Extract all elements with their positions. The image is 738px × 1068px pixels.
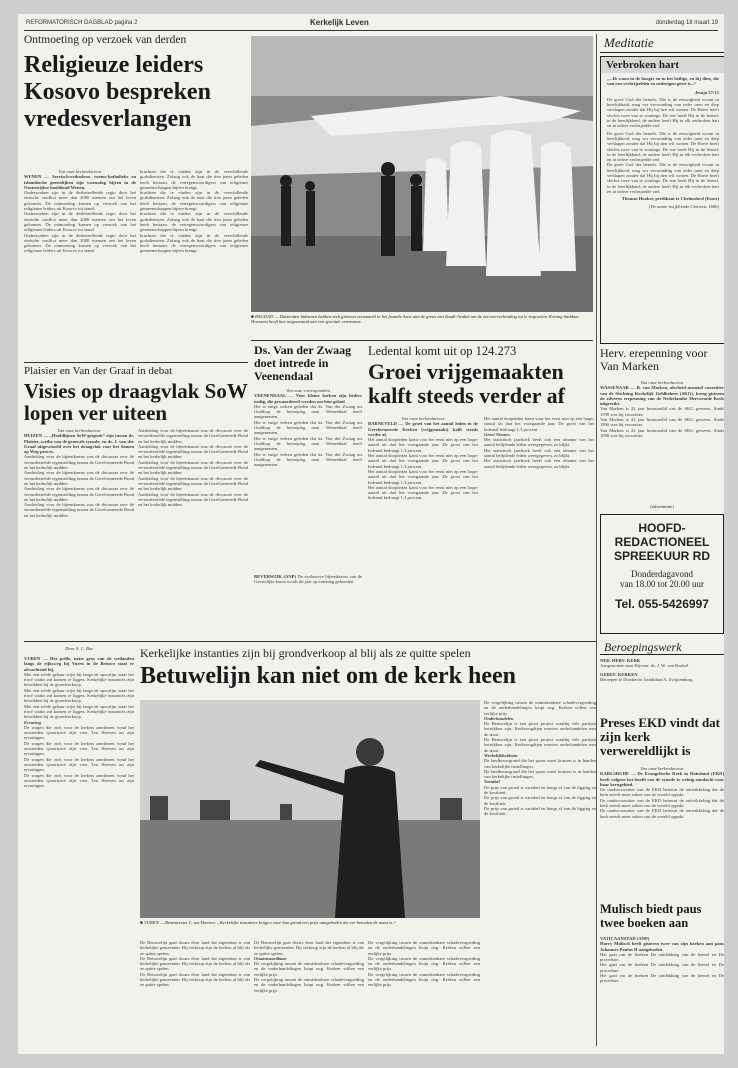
buz-body-1: Met een wilde gebaar wijst hij langs de spoorlijn waar het tracé straks zal komen te liggen. Kerkelijke instanties zijn betrokken bij de grondverkoop.: [24, 671, 134, 688]
zwaag-note-label: BEVERWIJK (ANP): [254, 574, 296, 579]
mulisch-col: [600, 936, 724, 1048]
buz-body-3b: De Betuwelijn gaat dwars door land dat eigendom is van kerkelijke gemeenten. Bij verkoop zijn de kerken al blij als ze quitte spelen.: [140, 955, 250, 972]
beroeping-h2: GEREF. KERKEN: [600, 671, 638, 677]
meditatie-note: (De armie twijfelende Christen, 1686): [648, 203, 719, 209]
buz-body-4: De vergelijking tussen de onmiskenbare schadevergoeding en de onderhandelingen loopt nog. Kerken willen een eerlijke prijs.: [254, 961, 364, 977]
ledental-body-2: Het statistisch jaarboek heeft ook een afname van het aantal belijdende leden weergegeven, zo blijkt.: [484, 437, 594, 448]
beroeping-col: [600, 658, 724, 712]
ledental-body-e: Het aantal doopleden komt voor het eerst niet op een hoger aantal uit dan het voorgaande jaar. De groei van het ledental bedraagt 1,3 procent.: [484, 416, 594, 432]
buz-body-2d: De wagen die zich voor de kerken aandienen vond het omstreden spoortracé zijn voor Ten Hoeven nu zijn ervaringen.: [24, 772, 134, 789]
ledental-body: Het aantal doopleden komt voor het eerst niet op een hoger aantal uit dan het voorgaande jaar. De groei van het ledental bedraagt 1,3 procent.: [368, 437, 478, 453]
ad-line-2: REDACTIONEEL: [614, 535, 710, 549]
bagdad-photo: [251, 36, 593, 312]
buz-col-4: [368, 940, 480, 1046]
meditatie-body-b: De grote God des hemels. Die is de eeuwigheid woont in heerlijkheid, mag ver verwonding van ieder uren en diep verslagen zonder dat Hij bij hen wil wonen. De Heere heeft slechts twee van te wonings. De ene heeft Hij in de hemel, in de heerlijkheid, de andere heeft Hij in elk verbroken hart en in iedere verbrijzelde ziel.: [607, 130, 719, 163]
ekd-headline: Preses EKD vindt dat zijn kerk verwereldlijkt is: [600, 716, 721, 758]
ad-line-6: Tel. 055-5426997: [615, 597, 709, 611]
plaisier-headline: Visies op draagvlak SoW lopen ver uiteen: [24, 380, 248, 425]
buz-col-2: [140, 940, 250, 1046]
rule-3: [24, 641, 596, 642]
date-line: donderdag 18 maart 19: [655, 20, 718, 26]
meditatie-ref: Jesaja 57:15: [694, 89, 719, 95]
buz-body-6: De landbouwgrond die het spoor moet kruisen is in handen van kerkelijke instellingen.: [484, 758, 596, 769]
zwaag-byline: Van onze correspondent: [286, 388, 330, 393]
ledental-col-1: [368, 416, 478, 638]
buz-headline: Betuwelijn kan niet om de kerk heen: [140, 663, 517, 689]
ledental-body-2b: Het statistisch jaarboek heeft ook een afname van het aantal belijdende leden weergegeven, zo blijkt.: [484, 447, 594, 459]
zwaag-headline: Ds. Van der Zwaag doet intrede in Veenendaal: [254, 344, 352, 383]
beroeping-label: Beroepingswerk: [604, 640, 682, 654]
ad-line-3: SPREEKUUR RD: [613, 549, 710, 563]
meditatie-body: De grote God des hemels. Die is de eeuwigheid woont in heerlijkheid, mag ver verwonding van ieder uren en diep verslagen zonder dat Hij bij hen wil wonen. De Heere heeft slechts twee van te wonings. De ene heeft Hij in de hemel, in de heerlijkheid, de andere heeft Hij in elk verbroken hart en in iedere verbrijzelde ziel.: [607, 96, 719, 129]
ad-line-4: Donderdagavond: [631, 569, 693, 579]
bagdad-caption: [251, 314, 593, 336]
sidebar-divider: [596, 34, 597, 1046]
buz-body-7c: De prijs van grond is variabel en hangt af van de ligging en de kwaliteit.: [484, 805, 596, 817]
buz-body-1b: Met een wilde gebaar wijst hij langs de spoorlijn waar het tracé straks zal komen te liggen. Kerkelijke instanties zijn betrokken bij de grondverkoop.: [24, 687, 134, 704]
plaisier-body-g: Aanleiding voor de bijeenkomst was de discussie over de veronderstelde tegenstelling tussen de Gereformeerde Bond en het kerkelijk midden.: [138, 459, 248, 476]
ledental-subhead: Groei Nieuws: [484, 431, 510, 437]
kosovo-kicker: Ontmoeting op verzoek van derden: [24, 34, 187, 46]
plaisier-body-d: Aanleiding voor de bijeenkomst was de discussie over de veronderstelde tegenstelling tussen de Gereformeerde Bond en het kerkelijk midden.: [24, 502, 134, 518]
zwaag-note: [254, 574, 362, 638]
buz-author: Door S. C. Buz: [65, 646, 93, 651]
marken-kicker: Herv. erepenning voor Van Marken: [600, 347, 708, 373]
page-label: REFORMATORISCH DAGBLAD pagina 2: [26, 20, 138, 26]
marken-lead: WASSENAAR — R. van Marken, afscheid nemend voorzitter van de Stichting Kerkelijk Geldbeheer (SKG), kreeg gisteren de zilveren erepenning van de Nederlandse Hervormde Kerk uitgereikt.: [600, 385, 724, 407]
zwaag-note-text: De exclusieve bijeenkomst van de Geestelijke kunst wordt dit jaar op zaterdag gehouden.: [254, 574, 362, 585]
ledental-body-d: Het aantal doopleden komt voor het eerst niet op een hoger aantal uit dan het voorgaande jaar. De groei van het ledental bedraagt 1,3 procent.: [368, 484, 478, 501]
ekd-body-c: De raadsvoorzitter van de EKD betreurt de ontwikkeling dat de kerk steeds meer zaken van de wereld oppakt.: [600, 808, 724, 819]
buz-body-4c: De vergelijking tussen de onmiskenbare schadevergoeding en de onderhandelingen loopt nog. Kerken willen een eerlijke prijs.: [368, 940, 480, 956]
plaisier-byline: Van onze kerkredacteur: [57, 428, 101, 433]
marken-byline: Van onze kerkredacteur: [640, 380, 684, 385]
newspaper-page: [18, 14, 724, 1054]
rule-1: [251, 340, 593, 341]
meditatie-author: Thomas Hooker, predikant te Chelmsford (Essex): [621, 196, 719, 202]
plaisier-body: Aanleiding voor de bijeenkomst was de discussie over de veronderstelde tegenstelling tussen de Gereformeerde Bond en het kerkelijk midden.: [24, 454, 134, 471]
zwaag-body-b: Het is enige weken geleden dat ds. Van der Zwaag uit Ouddorp de beroeping naar Veenendaal heeft aangenomen.: [254, 419, 362, 436]
marken-body: Van Marken is 22 jaar bestuurslid van de SKG geweest. Sinds 1990 was hij voorzitter.: [600, 406, 724, 417]
zwaag-body-c: Het is enige weken geleden dat ds. Van der Zwaag uit Ouddorp de beroeping naar Veenendaal heeft aangenomen.: [254, 435, 362, 452]
ledental-byline: Van onze kerkredacteur: [401, 416, 445, 421]
buz-body-2c: De wagen die zich voor de kerken aandienen vond het omstreden spoortracé zijn voor Ten Hoeven nu zijn ervaringen.: [24, 756, 134, 773]
buz-col-3: [254, 940, 364, 1046]
ledental-body-c: Het aantal doopleden komt voor het eerst niet op een hoger aantal uit dan het voorgaande jaar. De groei van het ledental bedraagt 1,3 procent.: [368, 468, 478, 485]
buz-sub-3: Onderhandelen: [484, 715, 514, 721]
caption-marker: ■: [251, 314, 255, 319]
marken-col: [600, 380, 724, 500]
buz-sub-1: Ervaring: [24, 719, 42, 725]
kosovo-body-2b: krachten die te vinden zijn in de verschillende godsdiensten. Zolang ook de haat die tien jaren geleden heeft bestaan, de vertegenwoordigers van religieuze gemeenschappen bijeen brengt.: [140, 190, 248, 212]
zwaag-body-d: Het is enige weken geleden dat ds. Van der Zwaag uit Ouddorp de beroeping naar Veenendaal heeft aangenomen.: [254, 451, 362, 468]
mulisch-lead: Harry Mulisch heeft gisteren twee van zijn boeken aan paus Johannes Paulus II aangeboden.: [600, 941, 724, 952]
buz-body-2: De wagen die zich voor de kerken aandienen vond het omstreden spoortracé zijn voor Ten Hoeven nu zijn ervaringen.: [24, 724, 134, 741]
kosovo-body-1: Onderzoeken zijn in de desbetreffende regio door het etnische conflict meer dan 2000 mensen om het leven gekomen. De ontmoeting komen op verzoek van het religieuze leiders uit Kosovo tot stand.: [24, 190, 136, 212]
buz-body-5: De Betuwelijn is een groot project waarbij vele partijen betrokken zijn. Kerkvoogdijen moeten onderhandelen met de staat.: [484, 721, 596, 737]
kosovo-byline: Van onze kerkredacteur: [58, 169, 102, 174]
buz-lead: VUREN — Het prille, natte gras van de weilanden langs de rijksweg bij Vuren in de Betuwe staat er afwachtend bij.: [24, 656, 134, 672]
buz-body-1c: Met een wilde gebaar wijst hij langs de spoorlijn waar het tracé straks zal komen te liggen. Kerkelijke instanties zijn betrokken bij de grondverkoop.: [24, 703, 134, 720]
kosovo-col-1: [24, 169, 136, 359]
ad-line-5: van 18.00 tot 20.00 uur: [620, 579, 704, 589]
ekd-lead: KARLSRUHE — De Evangelische Kerk in Duitsland (EKD) heeft volgens het hoofd van de synode te weinig aandacht voor haar kerngebied.: [600, 771, 724, 787]
mulisch-body: Het gaat om de boeken De ontdekking van de hemel en De procedure.: [600, 951, 724, 963]
meditatie-quote: „...Ik woon in de hoogte en in het heilige, en bij dien, die van een verbrijzelden en nederigen geest is...“: [607, 76, 719, 87]
vuren-photo: [140, 700, 480, 918]
vuren-photo-illustration: [140, 700, 480, 918]
buz-body-6b: De landbouwgrond die het spoor moet kruisen is in handen van kerkelijke instellingen.: [484, 768, 596, 780]
beroeping-t1: Aangenomen naar Rijssen: ds. J. W. van Roekel.: [600, 663, 690, 669]
meditatie-body-c: De grote God des hemels. Die is de eeuwigheid woont in heerlijkheid, mag ver verwonding van ieder uren en diep verslagen zonder dat Hij bij hen wil wonen. De Heere heeft slechts twee van te wonings. De ene heeft Hij in de hemel, in de heerlijkheid, de andere heeft Hij in elk verbroken hart en in iedere verbrijzelde ziel.: [607, 162, 719, 194]
plaisier-col-1: [24, 428, 134, 636]
kosovo-body-1c: Onderzoeken zijn in de desbetreffende regio door het etnische conflict meer dan 2000 mensen om het leven gekomen. De ontmoeting komen op verzoek van het religieuze leiders uit Kosovo tot stand.: [24, 232, 136, 254]
rule-2: [24, 362, 248, 363]
buz-body-4d: De vergelijking tussen de onmiskenbare schadevergoeding en de onderhandelingen loopt nog. Kerken willen een eerlijke prijs.: [368, 955, 480, 972]
buz-col-1: [24, 656, 134, 1046]
ekd-body: De raadsvoorzitter van de EKD betreurt de ontwikkeling dat de kerk steeds meer zaken van de wereld oppakt.: [600, 787, 724, 798]
bagdad-photo-illustration: [251, 36, 593, 312]
zwaag-col: [254, 388, 362, 568]
ad-label: (advertentie): [650, 504, 674, 509]
mulisch-body-b: Het gaat om de boeken De ontdekking van de hemel en De procedure.: [600, 962, 724, 973]
kosovo-body-2: krachten die te vinden zijn in de verschillende godsdiensten. Zolang ook de haat die tien jaren geleden heeft bestaan, de vertegenwoordigers van religieuze gemeenschappen bijeen brengt.: [140, 169, 248, 190]
buz-body-3c: De Betuwelijn gaat dwars door land dat eigendom is van kerkelijke gemeenten. Bij verkoop zijn de kerken al blij als ze quitte spelen.: [140, 971, 250, 988]
kosovo-col-2: [140, 169, 248, 359]
meditatie-box: [600, 56, 724, 344]
beroeping-t2: Beroepen te Dordrecht: kandidaat A. Zwijnenburg.: [600, 676, 694, 682]
buz-body-7: De prijs van grond is variabel en hangt af van de ligging en de kwaliteit.: [484, 784, 596, 796]
ledental-headline: Groei vrijgemaakten kalft steeds verder af: [368, 360, 565, 408]
buz-sub-2: Onaanvaardbaar: [254, 955, 287, 961]
ledental-col-2: [484, 416, 594, 638]
bagdad-caption-text: BAGDAD — Duizenden bidtsmen hebben zich gisteren verzameld in het fraaide Arar aan de grens met Saudi-Arabië om de vervoerverbinding tot te begroeten. Koning Saddam Hoessein heeft hen uitgezwaaid met een speciale ceremonie.: [251, 314, 579, 325]
vuren-caption: [140, 920, 480, 938]
meditatie-label: Meditatie: [604, 35, 654, 50]
plaisier-col-2: [138, 428, 248, 636]
kosovo-lead: WENEN — Servisch-orthodoxe, rooms-katholieke en islamitische geestelijken zijn woensdag bijeen in de Oostenrijkse hoofdstad Wenen.: [24, 174, 136, 190]
buz-body-4e: De vergelijking tussen de onmiskenbare schadevergoeding en de onderhandelingen loopt nog. Kerken willen een eerlijke prijs.: [368, 971, 480, 988]
buz-body-4f: De vergelijking tussen de onmiskenbare schadevergoeding en de onderhandelingen loopt nog. Kerken willen een eerlijke prijs.: [484, 700, 596, 716]
plaisier-body-i: Aanleiding voor de bijeenkomst was de discussie over de veronderstelde tegenstelling tussen de Gereformeerde Bond en het kerkelijk midden.: [138, 491, 248, 508]
ledental-lead: BARNEVELD — De groei van het aantal leden in de Gereformeerde Kerken (vrijgemaakt) kalft steeds verder af.: [368, 421, 478, 437]
buz-col-5: [484, 700, 596, 1046]
section-title: Kerkelijk Leven: [310, 18, 369, 27]
beroeping-h1: NED. HERV. KERK: [600, 658, 641, 663]
spreekuur-ad: [600, 514, 724, 634]
plaisier-body-b: Aanleiding voor de bijeenkomst was de discussie over de veronderstelde tegenstelling tussen de Gereformeerde Bond en het kerkelijk midden.: [24, 470, 134, 486]
buz-body-5b: De Betuwelijn is een groot project waarbij vele partijen betrokken zijn. Kerkvoogdijen moeten onderhandelen met de staat.: [484, 737, 596, 753]
beroeping-label-bar: [600, 638, 724, 655]
buz-body-7b: De prijs van grond is variabel en hangt af van de ligging en de kwaliteit.: [484, 795, 596, 806]
meditatie-title: Verbroken hart: [601, 57, 724, 73]
kosovo-body-2c: krachten die te vinden zijn in de verschillende godsdiensten. Zolang ook de haat die tien jaren geleden heeft bestaan, de vertegenwoordigers van religieuze gemeenschappen bijeen brengt.: [140, 211, 248, 233]
ad-line-1: HOOFD-: [638, 521, 686, 535]
buz-body-4b: De vergelijking tussen de onmiskenbare schadevergoeding en de onderhandelingen loopt nog. Kerken willen een eerlijke prijs.: [254, 977, 364, 993]
zwaag-body: Het is enige weken geleden dat ds. Van der Zwaag uit Ouddorp de beroeping naar Veenendaal heeft aangenomen.: [254, 403, 362, 420]
buz-body-3d: De Betuwelijn gaat dwars door land dat eigendom is van kerkelijke gemeenten. Bij verkoop zijn de kerken al blij als ze quitte spelen.: [254, 940, 364, 956]
buz-kicker: Kerkelijke instanties zijn bij grondverkoop al blij als ze quitte spelen: [140, 646, 471, 660]
ekd-body-b: De raadsvoorzitter van de EKD betreurt de ontwikkeling dat de kerk steeds meer zaken van de wereld oppakt.: [600, 797, 724, 809]
plaisier-body-c: Aanleiding voor de bijeenkomst was de discussie over de veronderstelde tegenstelling tussen de Gereformeerde Bond en het kerkelijk midden.: [24, 486, 134, 502]
meditatie-label-bar: [600, 34, 724, 53]
ledental-kicker: Ledental komt uit op 124.273: [368, 344, 517, 358]
plaisier-lead: HUIZEN — „Hoofdlijnen SoW-gesprek“ zijn tussen dr. Plaisier, scriba van de generale synode, en ds. J. van der Graaf uitgewisseld over het draagvlak voor het Samen op Weg-proces.: [24, 433, 134, 455]
ekd-col: [600, 766, 724, 896]
ledental-body-2c: Het statistisch jaarboek heeft ook een afname van het aantal belijdende leden weergegeven, zo blijkt.: [484, 458, 594, 469]
marken-body-b: Van Marken is 22 jaar bestuurslid van de SKG geweest. Sinds 1990 was hij voorzitter.: [600, 417, 724, 428]
mulisch-body-c: Het gaat om de boeken De ontdekking van de hemel en De procedure.: [600, 973, 724, 984]
plaisier-body-f: Aanleiding voor de bijeenkomst was de discussie over de veronderstelde tegenstelling tussen de Gereformeerde Bond en het kerkelijk midden.: [138, 443, 248, 460]
buz-sub-5: Variabel: [484, 779, 500, 785]
kosovo-body-2d: krachten die te vinden zijn in de verschillende godsdiensten. Zolang ook de haat die tien jaren geleden heeft bestaan, de vertegenwoordigers van religieuze gemeenschappen bijeen brengt.: [140, 232, 248, 254]
ekd-byline: Van onze kerkredacteur: [640, 766, 684, 771]
kosovo-body-1b: Onderzoeken zijn in de desbetreffende regio door het etnische conflict meer dan 2000 mensen om het leven gekomen. De ontmoeting komen op verzoek van het religieuze leiders uit Kosovo tot stand.: [24, 211, 136, 233]
zwaag-lead: VEENENDAAL — Voor kleine kerken zijn leiders nodig, die gewaardeerd worden om hun geloof.: [254, 393, 362, 404]
plaisier-body-e: Aanleiding voor de bijeenkomst was de discussie over de veronderstelde tegenstelling tussen de Gereformeerde Bond en het kerkelijk midden.: [138, 428, 248, 444]
marken-body-c: Van Marken is 22 jaar bestuurslid van de SKG geweest. Sinds 1990 was hij voorzitter.: [600, 427, 724, 438]
plaisier-body-h: Aanleiding voor de bijeenkomst was de discussie over de veronderstelde tegenstelling tussen de Gereformeerde Bond en het kerkelijk midden.: [138, 475, 248, 492]
mulisch-byline: VATICAANSTAD (ANP): [600, 936, 650, 941]
caption-marker-2: ■: [140, 920, 144, 925]
vuren-caption-text: VUREN — Rentmeester L. ten Hoeven: „Kerkelijke instanties krijgen voor hun grond een prijs aangeboden die ver beneden de maat is.“: [143, 920, 396, 925]
buz-body-2b: De wagen die zich voor de kerken aandienen vond het omstreden spoortracé zijn voor Ten Hoeven nu zijn ervaringen.: [24, 740, 134, 757]
kosovo-headline: Religieuze leiders Kosovo bespreken vredesverlangen: [24, 52, 211, 132]
header-rule: [24, 30, 718, 31]
mulisch-headline: Mulisch biedt paus twee boeken aan: [600, 902, 702, 930]
ledental-body-b: Het aantal doopleden komt voor het eerst niet op een hoger aantal uit dan het voorgaande jaar. De groei van het ledental bedraagt 1,3 procent.: [368, 453, 478, 469]
buz-sub-4: Werkelijkheidszin: [484, 752, 518, 758]
plaisier-kicker: Plaisier en Van der Graaf in debat: [24, 365, 173, 377]
buz-body-3: De Betuwelijn gaat dwars door land dat eigendom is van kerkelijke gemeenten. Bij verkoop zijn de kerken al blij als ze quitte spelen.: [140, 940, 250, 956]
